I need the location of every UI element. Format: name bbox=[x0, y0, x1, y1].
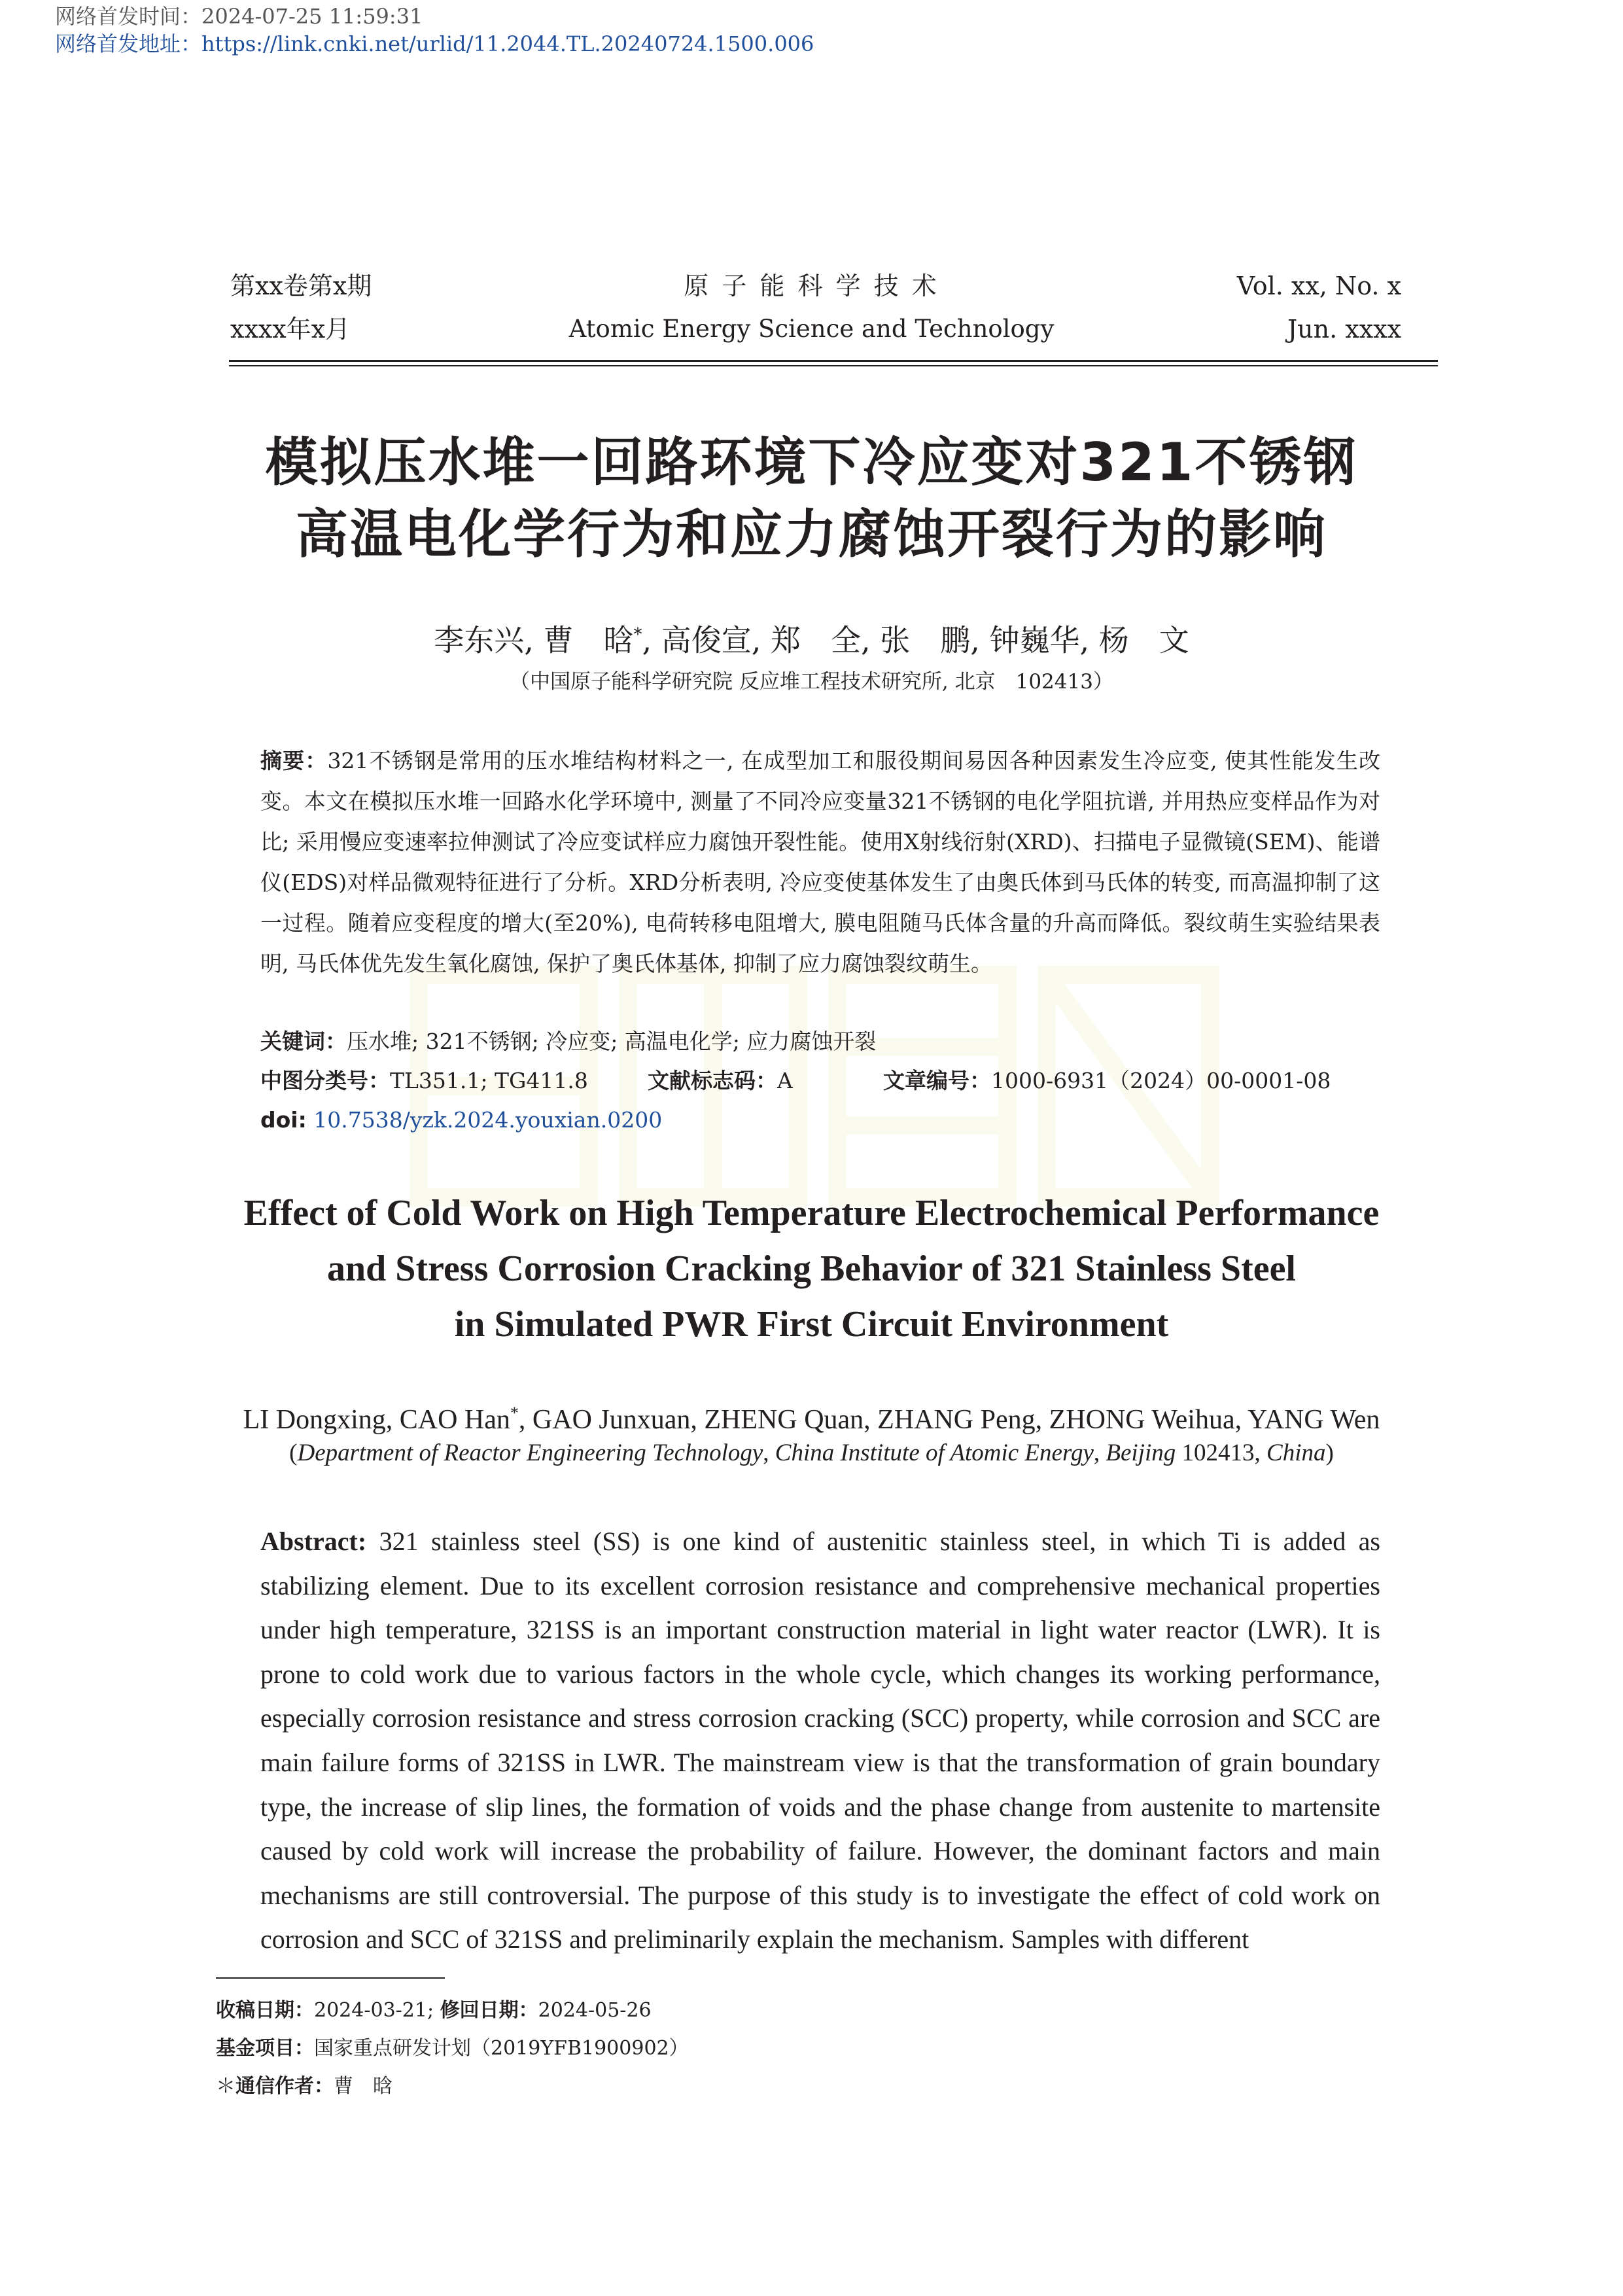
clc-value: TL351.1; TG411.8 bbox=[390, 1068, 588, 1093]
doi-link[interactable]: 10.7538/yzk.2024.youxian.0200 bbox=[313, 1107, 663, 1133]
doi-label: doi: bbox=[260, 1107, 307, 1133]
article-number-label: 文章编号： bbox=[883, 1068, 991, 1093]
title-cn-line1: 模拟压水堆一回路环境下冷应变对321不锈钢 bbox=[265, 432, 1358, 493]
authors-cn-part1: 李东兴, 曹 晗 bbox=[434, 622, 634, 658]
title-en-line2: and Stress Corrosion Cracking Behavior of 321 Stainless Steel bbox=[327, 1248, 1296, 1289]
corresponding-value: 曹 晗 bbox=[334, 2075, 393, 2098]
footnote-dates bbox=[216, 1996, 652, 2026]
affiliation-en-zip: 102413 bbox=[1181, 1439, 1255, 1466]
volume-issue-cn: 第xx卷第x期 bbox=[230, 272, 372, 300]
abstract-en-text: 321 stainless steel (SS) is one kind of austenitic stainless steel, in which Ti is added as stabilizing element. Due to its excellent corrosion resistance and comprehensive mechanical properties under high temperature, 321SS is an important construction material in light water reactor (LWR). It is prone to cold work due to various factors in the whole cycle, which changes its working performance, especially corrosion resistance and stress corrosion cracking (SCC) property, while corrosion and SCC are main failure forms of 321SS in LWR. The mainstream view is that the transformation of grain boundary type, the increase of slip lines, the formation of voids and the phase change from austenite to martensite caused by cold work will increase the probability of failure. However, the dominant factors and main mechanisms are still controversial. The purpose of this study is to investigate the effect of cold work on corrosion and SCC of 321SS and preliminarily explain the mechanism. Samples with different bbox=[260, 1527, 1380, 1954]
keywords-cn bbox=[260, 1022, 876, 1061]
footnote-rule bbox=[216, 1977, 445, 1979]
affiliation-en-dept: Department of Reactor Engineering Technology bbox=[297, 1439, 763, 1466]
header-rule-top bbox=[229, 360, 1438, 362]
abstract-en-label: Abstract: bbox=[260, 1527, 367, 1556]
footnote-corresponding bbox=[216, 2072, 393, 2102]
authors-cn-part2: , 高俊宣, 郑 全, 张 鹏, 钟巍华, 杨 文 bbox=[642, 622, 1189, 658]
footnote-fund bbox=[216, 2034, 689, 2064]
corresponding-footnote-mark: ＊ bbox=[216, 2075, 236, 2098]
revised-label: 修回日期： bbox=[440, 1999, 538, 2022]
article-number bbox=[883, 1061, 1331, 1101]
keywords-cn-text: 压水堆; 321不锈钢; 冷应变; 高温电化学; 应力腐蚀开裂 bbox=[347, 1029, 877, 1054]
abstract-en bbox=[260, 1519, 1380, 1962]
revised-value: 2024-05-26 bbox=[538, 1999, 652, 2022]
document-code bbox=[648, 1061, 793, 1101]
online-first-address-label: 网络首发地址： bbox=[55, 31, 202, 56]
clc-label: 中图分类号： bbox=[260, 1068, 390, 1093]
affiliation-cn: （中国原子能科学研究院 反应堆工程技术研究所, 北京 102413） bbox=[510, 670, 1113, 694]
document-code-label: 文献标志码： bbox=[648, 1068, 777, 1093]
received-value: 2024-03-21; bbox=[314, 1999, 440, 2022]
affiliation-en-country: China bbox=[1266, 1439, 1326, 1466]
affiliation-en-city: Beijing bbox=[1106, 1439, 1176, 1466]
abstract-cn-text: 321不锈钢是常用的压水堆结构材料之一, 在成型加工和服役期间易因各种因素发生冷应变, 使其性能发生改变。本文在模拟压水堆一回路水化学环境中, 测量了不同冷应变量321不锈钢的电化学阻抗谱, 并用热应变样品作为对比; 采用慢应变速率拉伸测试了冷应变试样应力腐蚀开裂性能。使用X射线衍射(XRD)、扫描电子显微镜(SEM)、能谱仪(EDS)对样品微观特征进行了分析。XRD分析表明, 冷应变使基体发生了由奥氏体到马氏体的转变, 而高温抑制了这一过程。随着应变程度的增大(至20%), 电荷转移电阻增大, 膜电阻随马氏体含量的升高而降低。裂纹萌生实验结果表明, 马氏体优先发生氧化腐蚀, 保护了奥氏体基体, 抑制了应力腐蚀裂纹萌生。 bbox=[260, 748, 1380, 976]
authors-cn bbox=[0, 615, 1623, 660]
journal-name-cn: 原 子 能 科 学 技 术 bbox=[684, 272, 939, 300]
received-label: 收稿日期： bbox=[216, 1999, 314, 2022]
corresponding-mark: * bbox=[633, 625, 642, 645]
online-first-time bbox=[55, 3, 423, 30]
document-code-value: A bbox=[777, 1068, 793, 1093]
title-cn-line2: 高温电化学行为和应力腐蚀开裂行为的影响 bbox=[296, 504, 1327, 565]
date-en: Jun. xxxx bbox=[1287, 315, 1401, 344]
authors-en-part1: LI Dongxing, CAO Han bbox=[243, 1405, 510, 1435]
affiliation-en: (Department of Reactor Engineering Technology, China Institute of Atomic Energy, Beijing 102413, China) bbox=[289, 1439, 1334, 1466]
online-first-url-link[interactable]: https://link.cnki.net/urlid/11.2044.TL.20240724.1500.006 bbox=[201, 31, 814, 56]
affiliation-en-inst: China Institute of Atomic Energy bbox=[775, 1439, 1094, 1466]
authors-en bbox=[0, 1395, 1623, 1438]
article-number-value: 1000-6931（2024）00-0001-08 bbox=[991, 1068, 1331, 1093]
clc-number bbox=[260, 1061, 588, 1101]
doi bbox=[260, 1101, 662, 1140]
keywords-cn-label: 关键词： bbox=[260, 1029, 347, 1054]
fund-label: 基金项目： bbox=[216, 2037, 314, 2060]
online-first-time-label: 网络首发时间： bbox=[55, 4, 202, 29]
header-rule-bottom bbox=[229, 365, 1438, 366]
abstract-cn bbox=[260, 741, 1380, 984]
fund-value: 国家重点研发计划（2019YFB1900902） bbox=[314, 2037, 689, 2060]
online-first-time-value: 2024-07-25 11:59:31 bbox=[201, 4, 423, 29]
corresponding-mark-en: * bbox=[510, 1404, 519, 1422]
abstract-cn-label: 摘要： bbox=[260, 748, 328, 773]
authors-en-part2: , GAO Junxuan, ZHENG Quan, ZHANG Peng, ZHONG Weihua, YANG Wen bbox=[518, 1405, 1380, 1435]
corresponding-label: 通信作者： bbox=[236, 2075, 334, 2098]
volume-issue-en: Vol. xx, No. x bbox=[1236, 272, 1401, 300]
title-en-line1: Effect of Cold Work on High Temperature Electrochemical Performance bbox=[243, 1193, 1380, 1233]
online-first-address bbox=[55, 30, 814, 58]
title-en-line3: in Simulated PWR First Circuit Environment bbox=[454, 1304, 1169, 1345]
date-cn: xxxx年x月 bbox=[230, 315, 351, 344]
journal-name-en: Atomic Energy Science and Technology bbox=[568, 315, 1055, 343]
